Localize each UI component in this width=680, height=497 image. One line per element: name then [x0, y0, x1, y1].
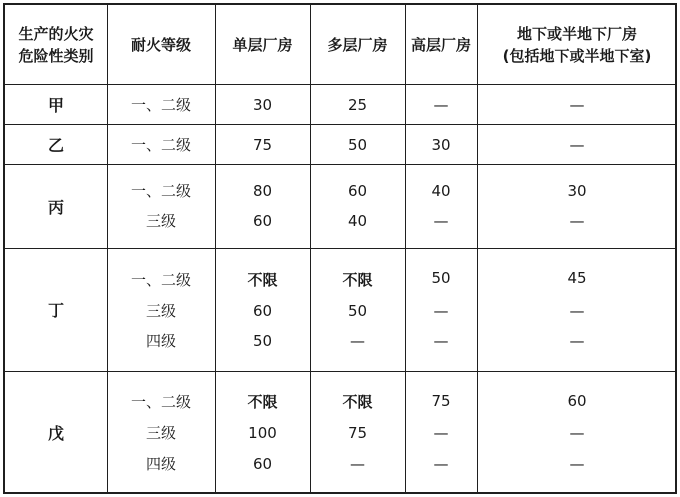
underground-cell: —	[569, 332, 585, 350]
grade-cell: 一、二级	[130, 271, 191, 289]
grade-cell: 三级	[145, 212, 176, 230]
header-grade: 耐火等级	[130, 35, 191, 54]
grade-cell: 一、二级	[130, 96, 191, 114]
single-cell: 不限	[247, 271, 278, 289]
multi-cell: 不限	[342, 393, 373, 411]
multi-cell: 60	[347, 182, 368, 200]
high-cell: 50	[431, 269, 451, 287]
category-bing: 丙	[47, 197, 64, 217]
underground-cell: 45	[567, 269, 587, 287]
high-cell: 75	[431, 392, 451, 410]
multi-cell: —	[350, 455, 365, 473]
category-jia: 甲	[47, 95, 64, 115]
multi-cell: 75	[347, 424, 368, 442]
underground-cell: 60	[567, 392, 587, 410]
grade-cell: 一、二级	[130, 182, 191, 200]
high-cell: 40	[431, 182, 451, 200]
high-cell: —	[433, 302, 449, 320]
single-cell: 60	[252, 212, 273, 230]
grade-cell: 一、二级	[130, 393, 191, 411]
multi-cell: —	[350, 332, 365, 350]
grade-cell: 一、二级	[130, 136, 191, 154]
underground-cell: —	[569, 136, 585, 154]
high-cell: —	[433, 332, 449, 350]
high-cell: 30	[431, 136, 451, 154]
grade-cell: 三级	[145, 424, 176, 442]
multi-cell: 50	[347, 302, 368, 320]
underground-cell: —	[569, 302, 585, 320]
header-underground	[477, 5, 677, 84]
underground-cell: —	[569, 212, 585, 230]
single-cell: 30	[252, 96, 273, 114]
multi-cell: 50	[347, 136, 368, 154]
underground-cell: —	[569, 96, 585, 114]
single-cell: 100	[248, 424, 277, 442]
header-single: 单层厂房	[232, 35, 293, 54]
multi-cell: 25	[347, 96, 368, 114]
grade-cell: 四级	[145, 332, 176, 350]
single-cell: 80	[252, 182, 273, 200]
header-high: 高层厂房	[410, 35, 471, 54]
single-cell: 60	[252, 455, 273, 473]
category-ding: 丁	[47, 301, 64, 320]
underground-cell: —	[569, 455, 585, 473]
underground-cell: —	[569, 424, 585, 442]
single-cell: 不限	[247, 393, 278, 411]
header-underground-line1: 地下或半地下厂房	[516, 24, 637, 43]
header-category	[5, 5, 107, 84]
single-cell: 75	[252, 136, 273, 154]
fire-distance-table	[3, 3, 677, 494]
header-underground-line2: (包括地下或半地下室)	[502, 46, 652, 65]
high-cell: —	[433, 424, 449, 442]
multi-cell: 40	[347, 212, 368, 230]
single-cell: 60	[252, 302, 273, 320]
high-cell: —	[433, 455, 449, 473]
underground-cell: 30	[567, 182, 587, 200]
multi-cell: 不限	[342, 271, 373, 289]
grade-cell: 四级	[145, 455, 176, 473]
high-cell: —	[433, 212, 449, 230]
header-multi: 多层厂房	[327, 35, 388, 54]
header-category-line1: 生产的火灾	[18, 24, 94, 43]
category-wu: 戊	[47, 424, 64, 443]
header-category-line2: 危险性类别	[18, 46, 94, 65]
single-cell: 50	[252, 332, 273, 350]
high-cell: —	[433, 96, 449, 114]
grade-cell: 三级	[145, 302, 176, 320]
category-yi: 乙	[47, 135, 64, 155]
